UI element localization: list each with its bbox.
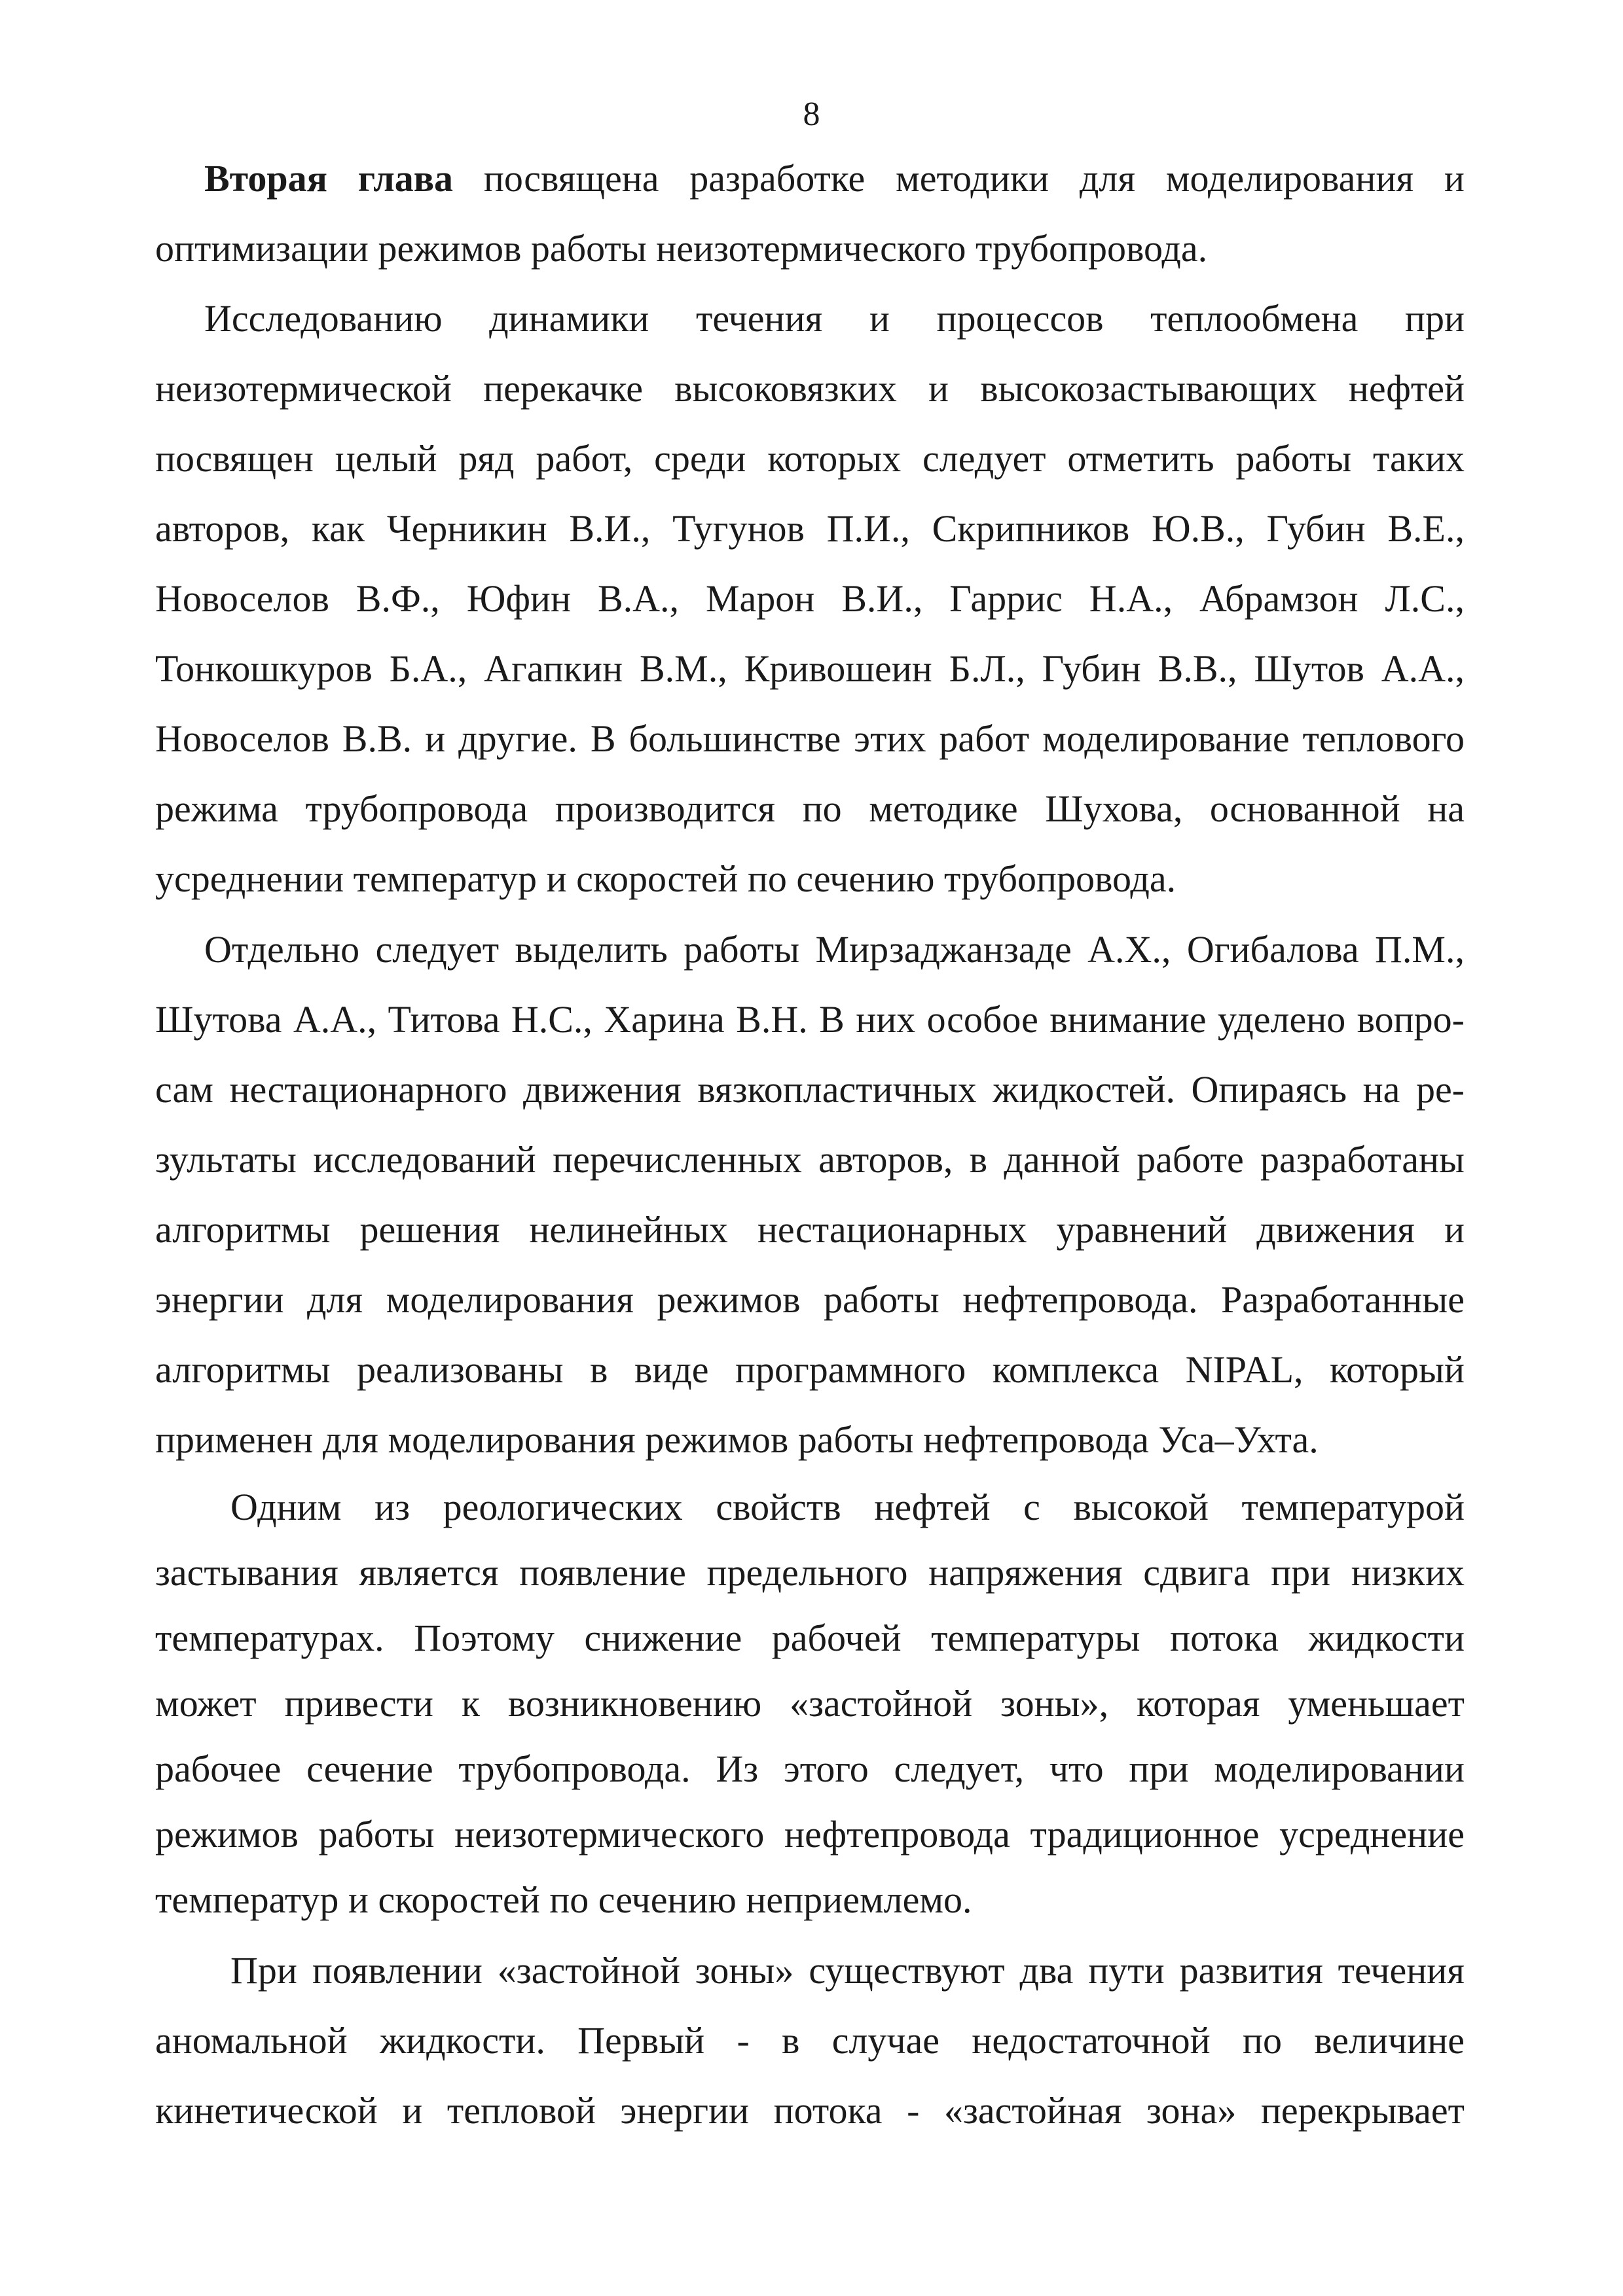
text-line: неизотермической перекачке высоковязких и высокозастывающих нефтей xyxy=(155,367,1465,410)
text-line: применен для моделирования режимов работы нефтепровода Уса–Ухта. xyxy=(155,1418,1319,1461)
text-line: рабочее сечение трубопровода. Из этого следует, что при моделировании xyxy=(155,1748,1465,1790)
text-line: температурах. Поэтому снижение рабочей температуры потока жидкости xyxy=(155,1617,1465,1659)
text-line: застывания является появление предельного напряжения сдвига при низких xyxy=(155,1551,1465,1594)
text-line: Одним из реологических свойств нефтей с высокой температурой xyxy=(230,1486,1465,1528)
text-line: алгоритмы реализованы в виде программного комплекса NIPAL, который xyxy=(155,1348,1465,1391)
text-line: авторов, как Черникин В.И., Тугунов П.И., Скрипников Ю.В., Губин В.Е., xyxy=(155,507,1465,550)
text-line: алгоритмы решения нелинейных нестационарных уравнений движения и xyxy=(155,1208,1465,1251)
text-line: При появлении «застойной зоны» существуют два пути развития течения xyxy=(230,1949,1465,1992)
text-line: Тонкошкуров Б.А., Агапкин В.М., Кривошеин Б.Л., Губин В.В., Шутов А.А., xyxy=(155,647,1465,690)
page-number: 8 xyxy=(803,96,820,133)
text-line: Шутова А.А., Титова Н.С., Харина В.Н. В них особое внимание уделено вопро- xyxy=(155,998,1465,1041)
text-line: сам нестационарного движения вязкопластичных жидкостей. Опираясь на ре- xyxy=(155,1068,1465,1111)
text-line: режима трубопровода производится по методике Шухова, основанной на xyxy=(155,787,1465,830)
text-line: посвящен целый ряд работ, среди которых следует отметить работы таких xyxy=(155,437,1465,480)
text-line: оптимизации режимов работы неизотермического трубопровода. xyxy=(155,227,1208,270)
text-line: аномальной жидкости. Первый - в случае недостаточной по величине xyxy=(155,2019,1465,2062)
text-line: энергии для моделирования режимов работы нефтепровода. Разработанные xyxy=(155,1278,1465,1321)
text-line: может привести к возникновению «застойной зоны», которая уменьшает xyxy=(155,1682,1465,1725)
text-line: температур и скоростей по сечению неприемлемо. xyxy=(155,1878,972,1921)
text-line: Новоселов В.В. и другие. В большинстве этих работ моделирование теплового xyxy=(155,717,1465,760)
text-line: зультаты исследований перечисленных авторов, в данной работе разработаны xyxy=(155,1138,1465,1181)
text-line: Исследованию динамики течения и процессов теплообмена при xyxy=(204,297,1465,340)
text-line: режимов работы неизотермического нефтепровода традиционное усреднение xyxy=(155,1813,1465,1856)
text-line: Отдельно следует выделить работы Мирзаджанзаде А.Х., Огибалова П.М., xyxy=(204,928,1465,971)
text-line: усреднении температур и скоростей по сечению трубопровода. xyxy=(155,857,1176,900)
text-line: Новоселов В.Ф., Юфин В.А., Марон В.И., Гаррис Н.А., Абрамзон Л.С., xyxy=(155,577,1465,620)
bold-lead-text: Вторая глава xyxy=(204,157,454,200)
text-line: Вторая глава посвящена разработке методики для моделирования и xyxy=(204,157,1465,200)
text-line: кинетической и тепловой энергии потока - «застойная зона» перекрывает xyxy=(155,2089,1465,2132)
